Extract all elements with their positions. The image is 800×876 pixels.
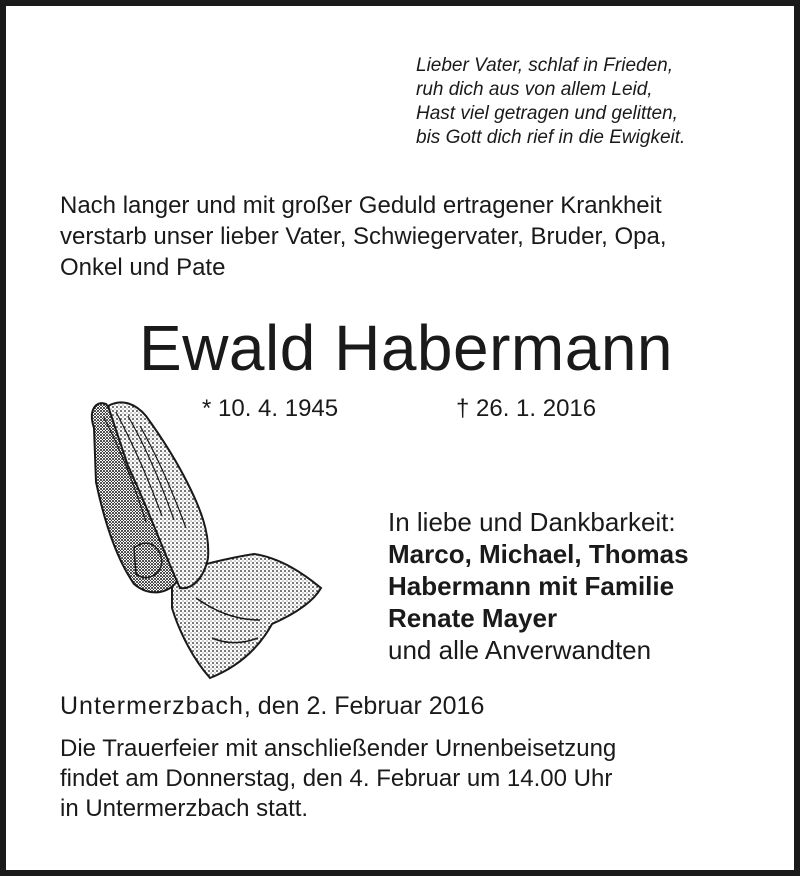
notice-date: , den 2. Februar 2016 (243, 692, 485, 720)
poem-line: ruh dich aus von allem Leid, (416, 79, 653, 100)
mourners-closing: und alle Anverwandten (388, 635, 652, 665)
place-date-line (60, 690, 484, 722)
town-name: Untermerzbach (60, 692, 244, 720)
intro-text (60, 190, 780, 283)
praying-hands-icon (76, 398, 326, 683)
mourner-names-line: Renate Mayer (388, 603, 558, 633)
ceremony-details (60, 734, 780, 824)
ceremony-line: in Untermerzbach statt. (60, 795, 309, 822)
ceremony-line: findet am Donnerstag, den 4. Februar um 14.00 Uhr (60, 765, 613, 792)
intro-line: Nach langer und mit großer Geduld ertragener Krankheit (60, 192, 662, 219)
intro-line: Onkel und Pate (60, 254, 226, 281)
death-date: † 26. 1. 2016 (456, 395, 597, 422)
ceremony-line: Die Trauerfeier mit anschließender Urnenbeisetzung (60, 735, 617, 762)
deceased-name: Ewald Habermann (139, 312, 673, 384)
memorial-poem (416, 54, 796, 150)
poem-line: Lieber Vater, schlaf in Frieden, (416, 55, 673, 76)
mourner-names-line: Habermann mit Familie (388, 571, 675, 601)
intro-line: verstarb unser lieber Vater, Schwiegervater, Bruder, Opa, (60, 223, 667, 250)
mourner-names-line: Marco, Michael, Thomas (388, 539, 689, 569)
poem-line: bis Gott dich rief in die Ewigkeit. (416, 127, 686, 148)
mourners-block (388, 506, 788, 666)
birth-date: * 10. 4. 1945 (202, 395, 339, 422)
mourners-heading: In liebe und Dankbarkeit: (388, 507, 676, 537)
poem-line: Hast viel getragen und gelitten, (416, 103, 678, 124)
